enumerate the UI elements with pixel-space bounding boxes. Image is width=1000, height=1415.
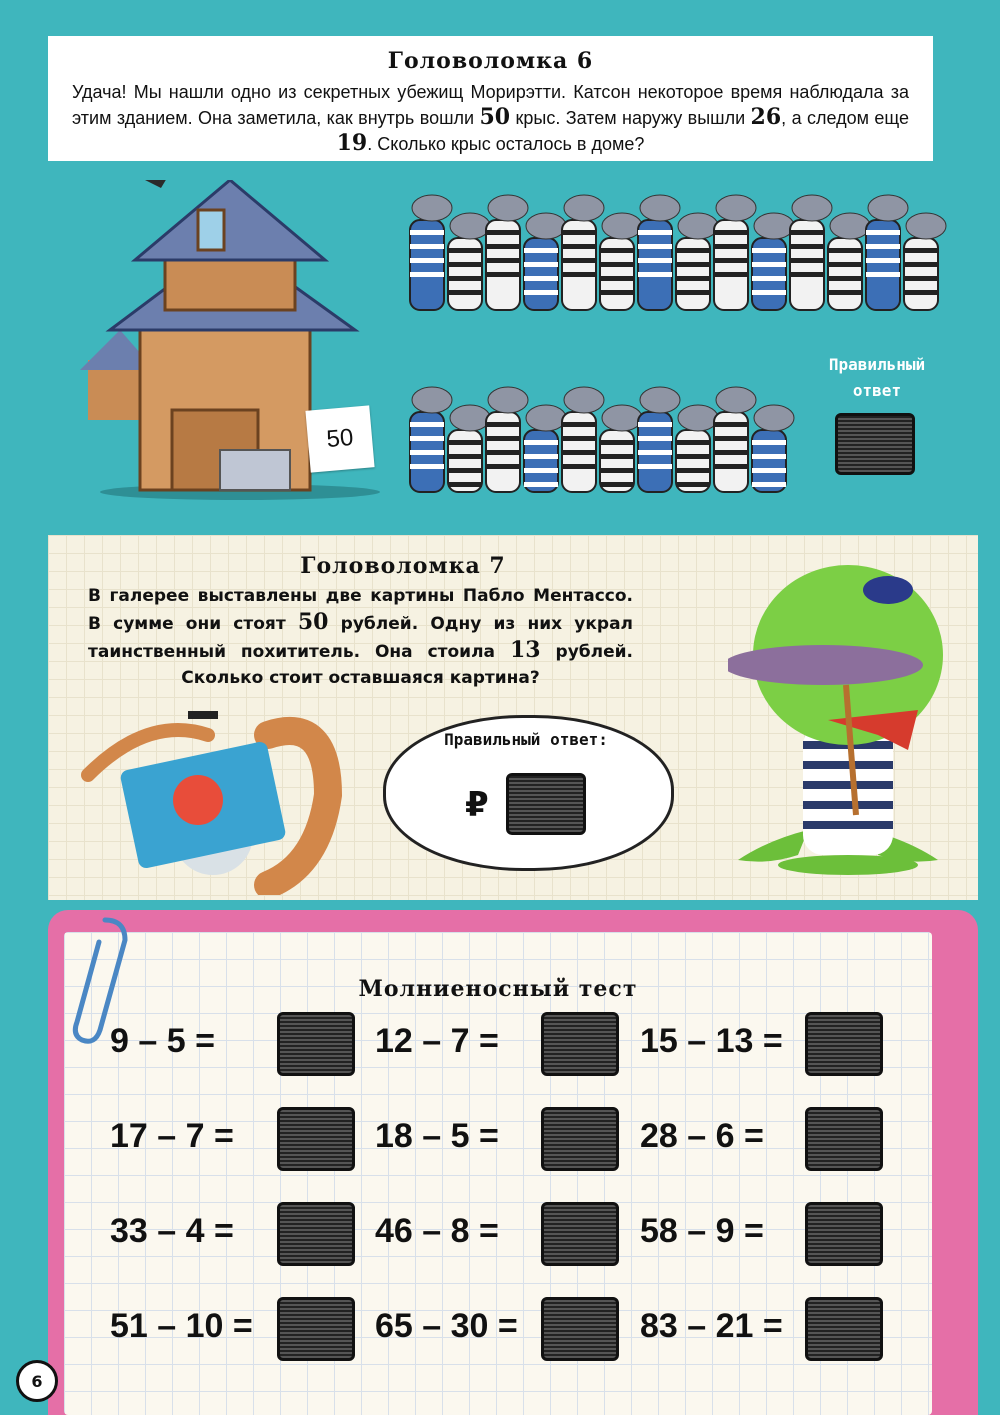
- rat-figure: [410, 387, 452, 492]
- puzzle6-title: Головоломка 6: [387, 48, 594, 74]
- rat-figure: [486, 195, 528, 310]
- rat-figure: [486, 387, 528, 492]
- rat-figure: [524, 405, 566, 492]
- puzzle7-answer-box[interactable]: [506, 773, 586, 835]
- rat-figure: [752, 405, 794, 492]
- rats-group-top: [400, 180, 960, 340]
- exercise-answer-box[interactable]: [541, 1107, 619, 1171]
- rat-figure: [828, 213, 870, 310]
- puzzle6-panel: [48, 36, 933, 161]
- puzzle7-title: Головоломка 7: [300, 553, 506, 579]
- exercise-answer-box[interactable]: [541, 1012, 619, 1076]
- rat-figure: [714, 195, 756, 310]
- quick-test-title: Молниеносный тест: [358, 976, 638, 1002]
- exercise-expression: 33 – 4 =: [110, 1212, 234, 1250]
- rat-figure: [676, 405, 718, 492]
- rat-figure: [790, 195, 832, 310]
- exercise-expression: 65 – 30 =: [375, 1307, 518, 1345]
- exercise-answer-box[interactable]: [805, 1012, 883, 1076]
- exercise-expression: 46 – 8 =: [375, 1212, 499, 1250]
- rats-group-bottom: [400, 372, 800, 522]
- exercise-answer-box[interactable]: [805, 1297, 883, 1361]
- exercise-answer-box[interactable]: [277, 1012, 355, 1076]
- frog-artist-illustration: [728, 555, 958, 875]
- exercise-answer-box[interactable]: [805, 1202, 883, 1266]
- rat-figure: [524, 213, 566, 310]
- puzzle6-answer-label: Правильный ответ: [828, 355, 926, 400]
- rat-figure: [676, 213, 718, 310]
- rat-figure: [866, 195, 908, 310]
- rat-figure: [448, 405, 490, 492]
- thief-illustration: [68, 695, 368, 895]
- rat-figure: [752, 213, 794, 310]
- rat-count-sign: 50: [305, 405, 374, 472]
- rat-figure: [714, 387, 756, 492]
- page-number: 6: [16, 1360, 58, 1402]
- exercise-expression: 12 – 7 =: [375, 1022, 499, 1060]
- exercise-expression: 28 – 6 =: [640, 1117, 764, 1155]
- exercise-answer-box[interactable]: [541, 1202, 619, 1266]
- exercise-expression: 18 – 5 =: [375, 1117, 499, 1155]
- exercise-expression: 17 – 7 =: [110, 1117, 234, 1155]
- puzzle7-text: В галерее выставлены две картины Пабло Ментассо. В сумме они стоят 50 рублей. Одну из них украл таинственный похититель. Она стоила 13 рублей. Сколько стоит оставшаяся картина?: [88, 586, 634, 688]
- rat-figure: [600, 405, 642, 492]
- rat-figure: [638, 195, 680, 310]
- puzzle7-answer-label: Правильный ответ:: [444, 730, 608, 749]
- exercise-answer-box[interactable]: [805, 1107, 883, 1171]
- rat-figure: [410, 195, 452, 310]
- rat-figure: [562, 387, 604, 492]
- rat-figure: [448, 213, 490, 310]
- ruble-sign: ₽: [465, 785, 489, 825]
- puzzle7-panel: [48, 535, 978, 900]
- rat-figure: [562, 195, 604, 310]
- exercise-expression: 9 – 5 =: [110, 1022, 215, 1060]
- exercise-answer-box[interactable]: [541, 1297, 619, 1361]
- exercise-expression: 51 – 10 =: [110, 1307, 253, 1345]
- exercise-expression: 15 – 13 =: [640, 1022, 783, 1060]
- puzzle6-answer-box[interactable]: [835, 413, 915, 475]
- rat-figure: [904, 213, 946, 310]
- exercise-expression: 58 – 9 =: [640, 1212, 764, 1250]
- exercise-answer-box[interactable]: [277, 1107, 355, 1171]
- exercise-expression: 83 – 21 =: [640, 1307, 783, 1345]
- puzzle6-text: Удача! Мы нашли одно из секретных убежищ Морирэтти. Катсон некоторое время наблюдала за этим зданием. Она заметила, как внутрь вошли 50 крыс. Затем наружу вышли 26, а следом еще 19. Сколько крыс осталось в доме?: [72, 82, 910, 156]
- exercise-answer-box[interactable]: [277, 1297, 355, 1361]
- exercise-answer-box[interactable]: [277, 1202, 355, 1266]
- rat-figure: [638, 387, 680, 492]
- rat-figure: [600, 213, 642, 310]
